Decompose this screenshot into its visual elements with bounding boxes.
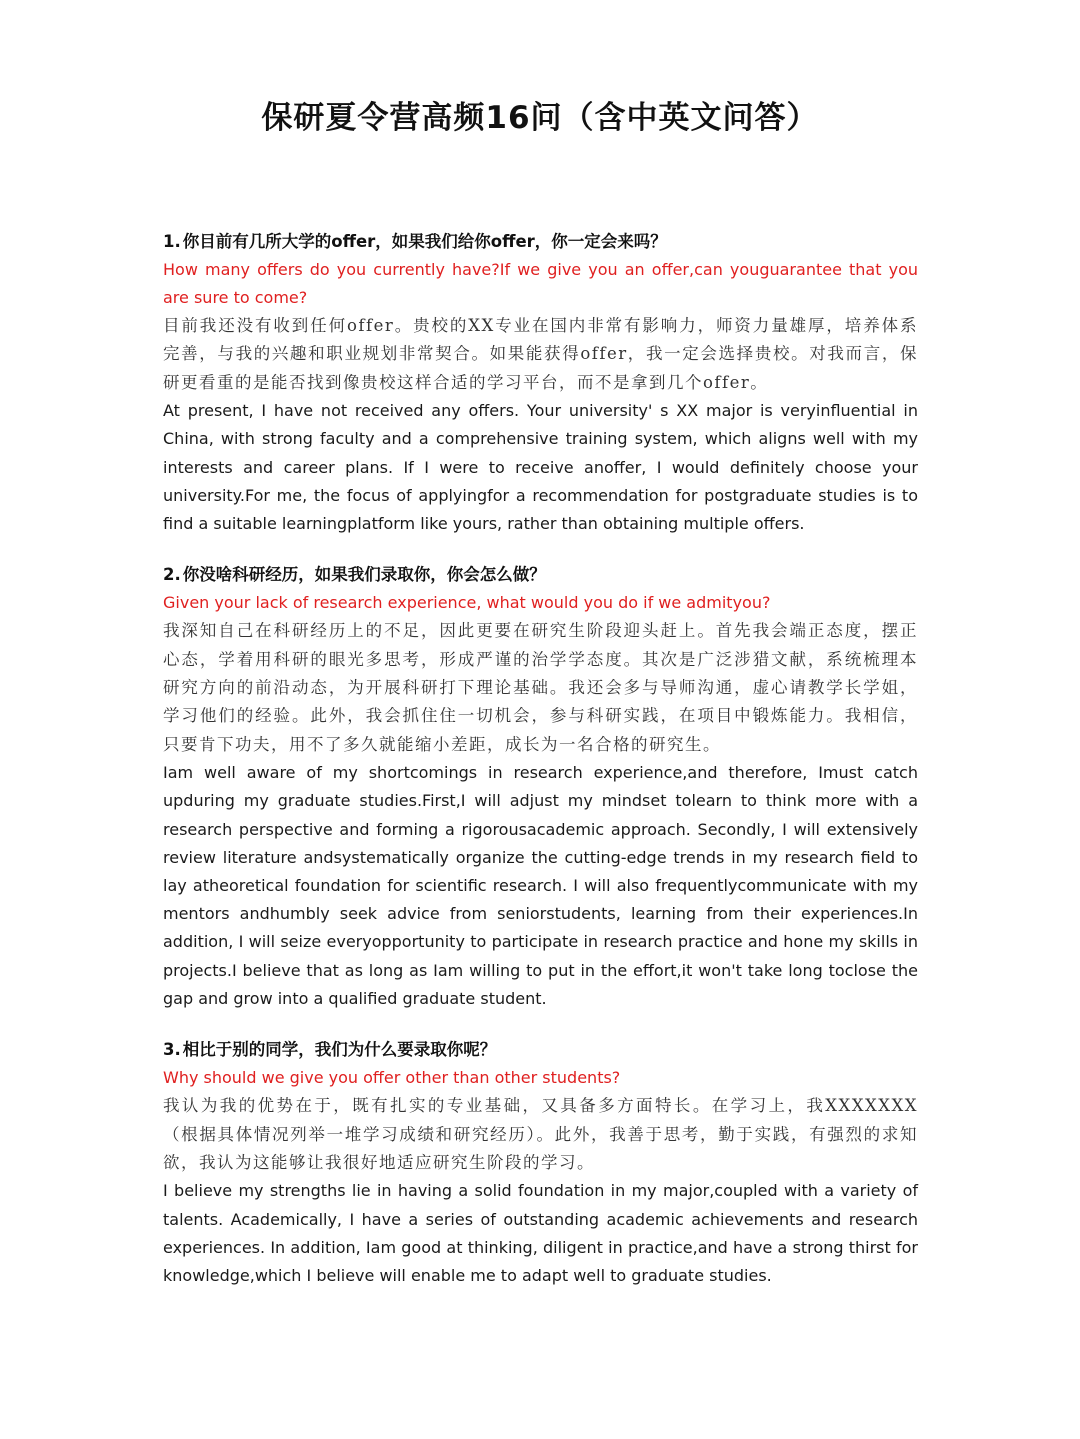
question-number: 2. bbox=[163, 565, 181, 585]
answer-en: At present, I have not received any offers. Your university' s XX major is veryinfluential in China, with strong faculty and a comprehensive training system, which aligns well with my interests and career plans. If I were to receive anoffer, I would definitely choose your university.For me, the focus of applyingfor a recommendation for postgraduate studies is to find a suitable learningplatform like yours, rather than obtaining multiple offers. bbox=[163, 401, 918, 534]
question-en: Given your lack of research experience, what would you do if we admityou? bbox=[163, 593, 771, 613]
question-number: 1. bbox=[163, 232, 181, 251]
answer-cn: 目前我还没有收到任何offer。贵校的XX专业在国内非常有影响力，师资力量雄厚，培养体系完善，与我的兴趣和职业规划非常契合。如果能获得offer，我一定会选择贵校。对我而言，保研更看重的是能否找到像贵校这样合适的学习平台，而不是拿到几个offer。 bbox=[163, 316, 918, 392]
qa-item-1 bbox=[163, 228, 918, 538]
answer-en: Iam well aware of my shortcomings in research experience,and therefore, Imust catch upduring my graduate studies.First,I will adjust my mindset tolearn to think more with a research perspective and forming a rigorousacademic approach. Secondly, I will extensively review literature andsystematically organize the cutting-edge trends in my research field to lay atheoretical foundation for scientific research. I will also frequentlycommunicate with my mentors andhumbly seek advice from seniorstudents, learning from their experiences.In addition, I will seize everyopportunity to participate in research practice and hone my skills in projects.I believe that as long as Iam willing to put in the effort,it won't take long toclose the gap and grow into a qualified graduate student. bbox=[163, 763, 918, 1008]
question-number: 3. bbox=[163, 1040, 181, 1060]
question-cn bbox=[163, 228, 918, 256]
question-cn-text: 你目前有几所大学的offer，如果我们给你offer，你一定会来吗？ bbox=[182, 232, 667, 251]
qa-list bbox=[163, 228, 918, 1290]
question-cn-text: 相比于别的同学，我们为什么要录取你呢？ bbox=[182, 1040, 497, 1060]
answer-en: I believe my strengths lie in having a solid foundation in my major,coupled with a variety of talents. Academically, I have a series of outstanding academic achievements and research experiences. In addition, Iam good at thinking, diligent in practice,and have a strong thirst for knowledge,which I believe will enable me to adapt well to graduate studies. bbox=[163, 1181, 918, 1285]
question-cn bbox=[163, 1036, 918, 1064]
answer-cn: 我深知自己在科研经历上的不足，因此更要在研究生阶段迎头赶上。首先我会端正态度，摆正心态，学着用科研的眼光多思考，形成严谨的治学学态度。其次是广泛涉猎文献，系统梳理本研究方向的前沿动态，为开展科研打下理论基础。我还会多与导师沟通，虚心请教学长学姐，学习他们的经验。此外，我会抓住住一切机会，参与科研实践，在项目中锻炼能力。我相信，只要肯下功夫，用不了多久就能缩小差距，成长为一名合格的研究生。 bbox=[163, 621, 918, 754]
question-en: How many offers do you currently have?If we give you an offer,can youguarantee that you are sure to come? bbox=[163, 260, 918, 307]
qa-item-3 bbox=[163, 1036, 918, 1290]
page-title: 保研夏令营高频16问（含中英文问答） bbox=[261, 100, 819, 136]
question-en: Why should we give you offer other than other students? bbox=[163, 1068, 621, 1088]
qa-item-2 bbox=[163, 561, 918, 1013]
question-cn bbox=[163, 561, 918, 589]
answer-cn: 我认为我的优势在于，既有扎实的专业基础，又具备多方面特长。在学习上，我XXXXXXX（根据具体情况列举一堆学习成绩和研究经历）。此外，我善于思考，勤于实践，有强烈的求知欲，我认为这能够让我很好地适应研究生阶段的学习。 bbox=[163, 1096, 918, 1172]
question-cn-text: 你没啥科研经历，如果我们录取你，你会怎么做？ bbox=[182, 565, 546, 585]
